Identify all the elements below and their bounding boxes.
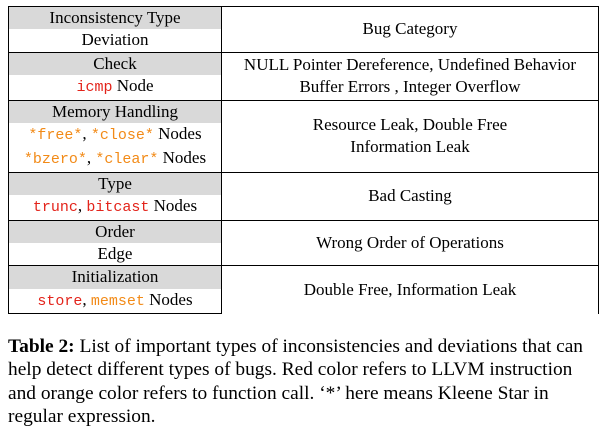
deviation-cell bbox=[9, 243, 222, 266]
bug-category-line: Bad Casting bbox=[368, 186, 452, 206]
section-row bbox=[9, 172, 599, 195]
deviation-text: , bbox=[77, 196, 87, 216]
deviation-cell bbox=[9, 195, 222, 220]
inconsistency-type-cell: Order bbox=[9, 220, 222, 243]
inconsistency-type-cell: Memory Handling bbox=[9, 100, 222, 123]
bug-category-line: Wrong Order of Operations bbox=[316, 232, 504, 252]
deviation-text: Edge bbox=[97, 244, 133, 264]
llvm-instruction-token: store bbox=[37, 292, 83, 310]
inconsistency-table bbox=[8, 6, 599, 314]
bug-category-cell bbox=[222, 52, 599, 100]
deviation-text: Nodes bbox=[153, 124, 202, 144]
section-row bbox=[9, 100, 599, 123]
function-call-token: *close* bbox=[90, 127, 154, 145]
deviation-cell bbox=[9, 289, 222, 314]
bug-category-cell bbox=[222, 172, 599, 220]
bug-category-cell bbox=[222, 266, 599, 314]
section-row bbox=[9, 52, 599, 75]
llvm-instruction-token: icmp bbox=[76, 79, 113, 97]
section-row bbox=[9, 220, 599, 243]
inconsistency-type-cell: Initialization bbox=[9, 266, 222, 289]
inconsistency-type-cell: Type bbox=[9, 172, 222, 195]
header-row bbox=[9, 7, 599, 30]
header-deviation: Deviation bbox=[9, 29, 222, 52]
header-inconsistency-type: Inconsistency Type bbox=[9, 7, 222, 30]
bug-category-cell bbox=[222, 100, 599, 172]
bug-category-line: Resource Leak, Double Free bbox=[312, 114, 508, 134]
table-body bbox=[9, 7, 599, 314]
caption-label: Table 2: bbox=[8, 336, 75, 357]
bug-category-cell bbox=[222, 220, 599, 266]
deviation-text: , bbox=[82, 124, 91, 144]
deviation-text: Node bbox=[112, 76, 154, 96]
deviation-text: , bbox=[86, 148, 96, 168]
function-call-token: *clear* bbox=[95, 151, 159, 169]
bug-category-line: NULL Pointer Dereference, Undefined Behavior bbox=[243, 54, 577, 74]
section-row bbox=[9, 266, 599, 289]
deviation-cell bbox=[9, 123, 222, 147]
bug-category-line: Double Free, Information Leak bbox=[303, 279, 517, 299]
deviation-text: Nodes bbox=[158, 148, 207, 168]
caption-text: List of important types of inconsistencies and deviations that can help detect different types of bugs. Red color refers to LLVM instruction and orange color refers to function call. ‘*’ here means Kleene Star in regular expression. bbox=[8, 336, 583, 427]
bug-category-line: Information Leak bbox=[350, 137, 470, 157]
deviation-text: Nodes bbox=[149, 196, 198, 216]
deviation-cell bbox=[9, 147, 222, 172]
function-call-token: *bzero* bbox=[23, 151, 87, 169]
inconsistency-type-cell: Check bbox=[9, 52, 222, 75]
table-caption bbox=[8, 335, 602, 428]
deviation-cell bbox=[9, 75, 222, 100]
function-call-token: memset bbox=[90, 292, 145, 310]
llvm-instruction-token: trunc bbox=[32, 199, 78, 217]
deviation-text: Nodes bbox=[144, 289, 193, 309]
deviation-text: , bbox=[82, 289, 91, 309]
llvm-instruction-token: bitcast bbox=[86, 199, 150, 217]
header-bug-category: Bug Category bbox=[222, 7, 599, 53]
bug-category-line: Buffer Errors , Integer Overflow bbox=[299, 77, 521, 97]
function-call-token: *free* bbox=[28, 127, 83, 145]
